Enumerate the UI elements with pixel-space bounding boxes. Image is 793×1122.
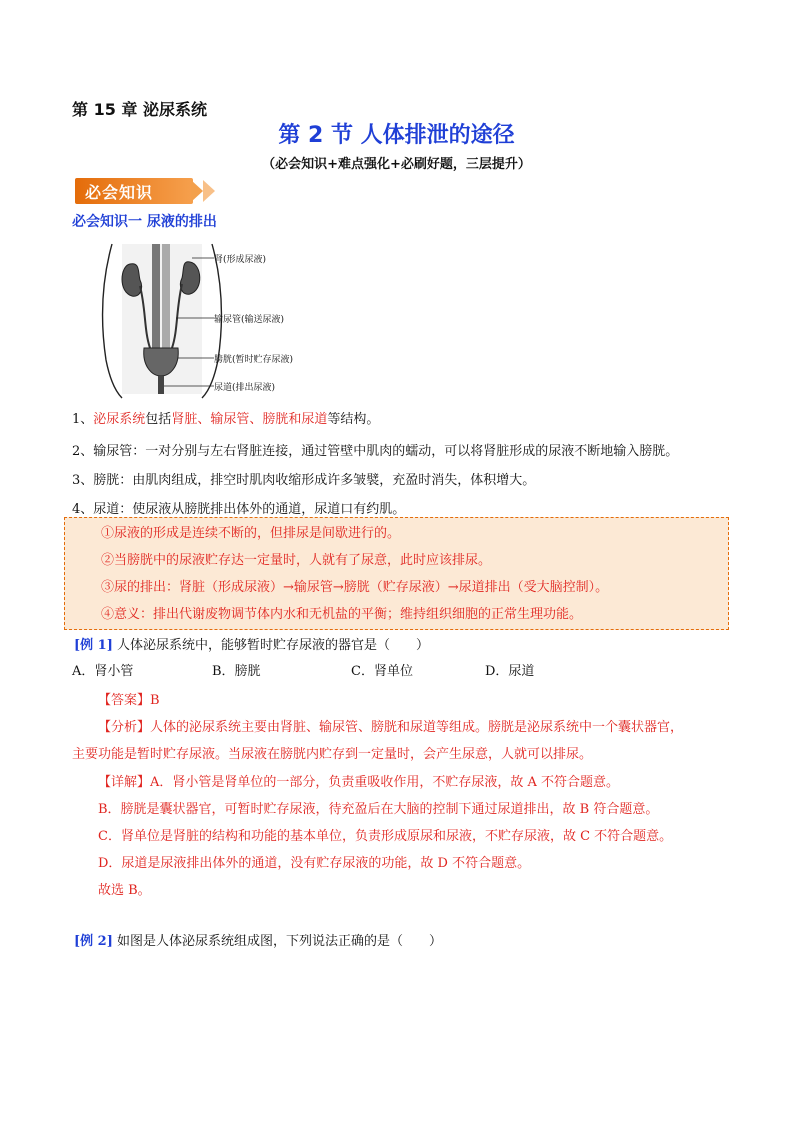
paragraph-1-mid: 包括 [145,412,172,427]
example-1-question-text: 人体泌尿系统中，能够暂时贮存尿液的器官是（ ） [117,638,430,653]
notes-box [64,517,729,630]
chapter-title: 第 15 章 泌尿系统 [72,100,207,119]
paragraph-1-tail: 等结构。 [327,412,380,427]
urinary-system-figure [92,240,302,400]
note-2: ②当膀胱中的尿液贮存达一定量时，人就有了尿意，此时应该排尿。 [101,553,492,568]
subtitle: （必会知识+难点强化+必刷好题，三层提升） [262,157,531,172]
conclusion: 故选 B。 [98,883,151,898]
example-2-question-text: 如图是人体泌尿系统组成图，下列说法正确的是（ ） [117,934,443,949]
example-2-label: [例 2] [74,934,113,949]
option-d: D．尿道 [485,664,535,679]
detail-line-4: D．尿道是尿液排出体外的通道，没有贮存尿液的功能，故 D 不符合题意。 [98,856,531,871]
answer: 【答案】B [98,693,160,708]
detail-line-2: B．膀胱是囊状器官，可暂时贮存尿液，待充盈后在大脑的控制下通过尿道排出，故 B 符合题意。 [98,802,659,817]
label-kidney: 肾(形成尿液) [214,255,267,265]
paragraph-3: 3、膀胱：由肌肉组成，排空时肌肉收缩形成许多皱襞，充盈时消失，体积增大。 [72,473,536,488]
section-title: 第 2 节 人体排泄的途径 [278,123,515,148]
detail-line-3: C．肾单位是肾脏的结构和功能的基本单位，负责形成原尿和尿液，不贮存尿液，故 C 不符合题意。 [98,829,673,844]
note-1: ①尿液的形成是连续不断的，但排尿是间歇进行的。 [101,526,401,541]
example-1-label: [例 1] [74,638,113,653]
paragraph-1-num: 1、 [72,412,94,427]
label-urethra: 尿道(排出尿液) [214,383,276,393]
chevron-right-icon [203,180,215,202]
note-4: ④意义：排出代谢废物调节体内水和无机盐的平衡；维持组织细胞的正常生理功能。 [101,607,583,622]
paragraph-2: 2、输尿管：一对分别与左右肾脏连接，通过管壁中肌肉的蠕动，可以将肾脏形成的尿液不断地输入膀胱。 [72,444,679,459]
detail-line-1: 【详解】A．肾小管是肾单位的一部分，负责重吸收作用，不贮存尿液，故 A 不符合题意。 [98,775,620,790]
paragraph-1-highlight-2: 肾脏、输尿管、膀胱和尿道 [171,412,328,427]
badge-label: 必会知识 [85,183,154,202]
option-c: C．肾单位 [351,664,413,679]
analysis-line-2: 主要功能是暂时贮存尿液。当尿液在膀胱内贮存到一定量时，会产生尿意，人就可以排尿。 [72,747,593,762]
example-2-question [74,930,442,949]
label-bladder: 膀胱(暂时贮存尿液) [214,355,294,365]
note-3: ③尿的排出：肾脏（形成尿液）→输尿管→膀胱（贮存尿液）→尿道排出（受大脑控制）。 [101,580,609,595]
analysis-line-1: 【分析】人体的泌尿系统主要由肾脏、输尿管、膀胱和尿道等组成。膀胱是泌尿系统中一个囊状器官， [98,720,684,735]
example-1-question [74,634,429,653]
paragraph-1-highlight-1: 泌尿系统 [93,412,146,427]
option-a: A．肾小管 [72,664,134,679]
chevron-right-icon [191,180,203,202]
knowledge-1-title: 必会知识一 尿液的排出 [72,214,217,230]
paragraph-1 [72,408,379,427]
paragraph-4: 4、尿道：使尿液从膀胱排出体外的通道，尿道口有约肌。 [72,502,406,517]
label-ureter: 输尿管(输送尿液) [214,315,285,325]
option-b: B．膀胱 [212,664,261,679]
must-know-badge [75,178,225,204]
